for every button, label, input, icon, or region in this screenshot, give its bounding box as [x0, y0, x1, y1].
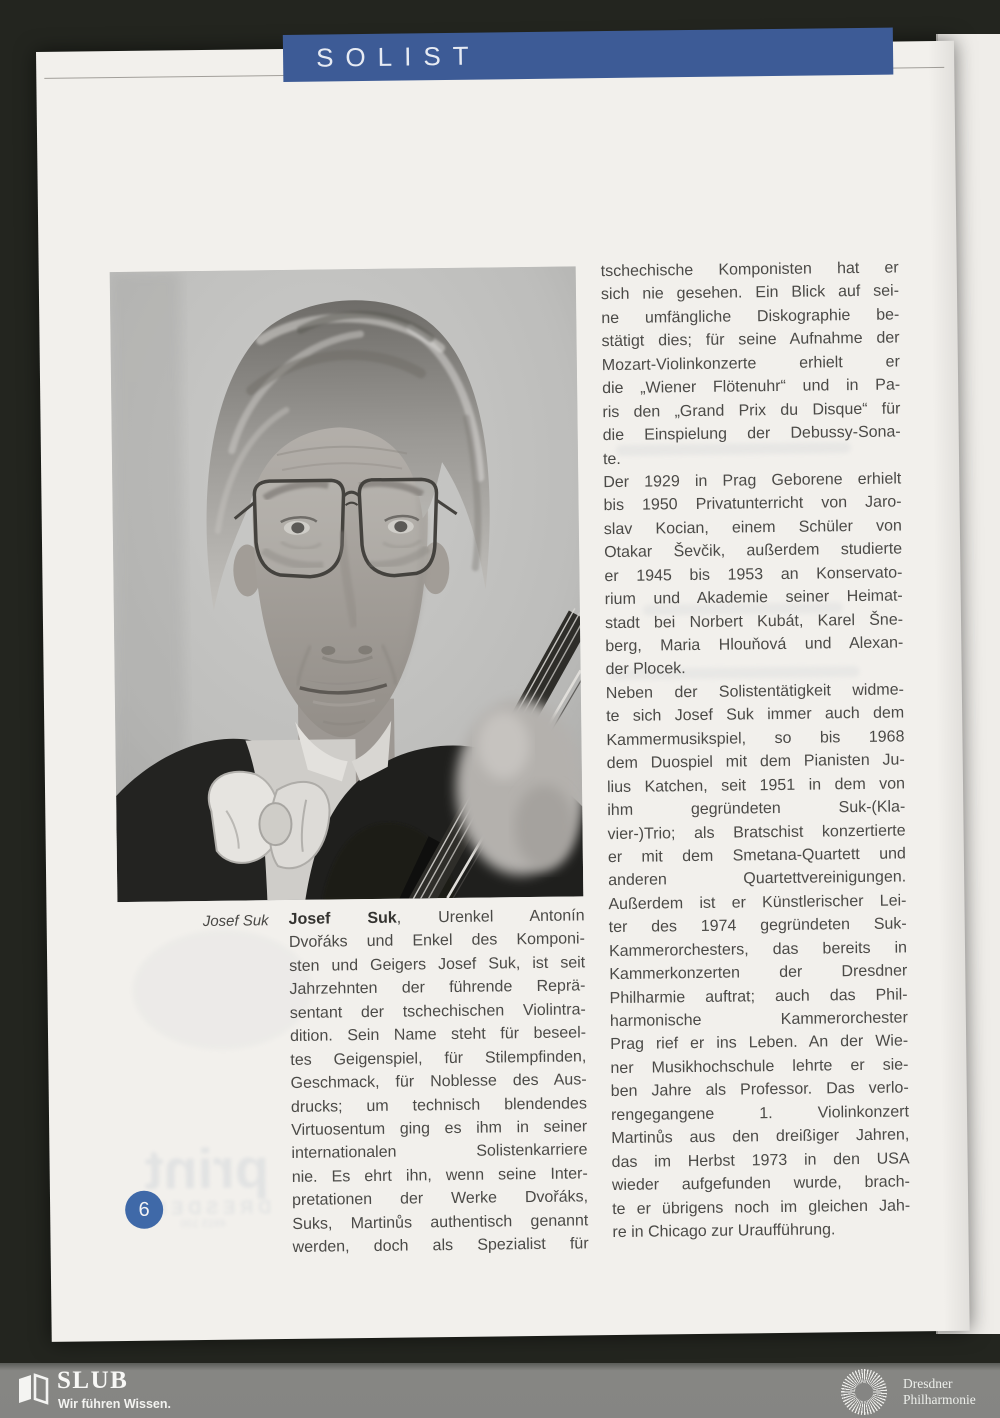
text-line: ben Jahre als Professor. Das verlo-: [610, 1079, 909, 1101]
page-title: SOLIST: [315, 40, 481, 73]
text-line: nie. Es ehrt ihn, wenn seine Inter-: [291, 1165, 588, 1186]
text-line: lius Katchen, seit 1951 in dem von: [606, 775, 906, 796]
bleed-through-smudge: [132, 929, 313, 1051]
text-line: sentant der tschechischen Violintra-: [289, 1001, 586, 1022]
text-line: pretationen der Werke Dvořáks,: [291, 1188, 589, 1210]
text-line: anderen Quartettvereinigungen.: [608, 868, 907, 890]
text-line: Außerdem ist er Künstlerischer Lei-: [608, 892, 907, 913]
text-line: Virtuosentum ging es ihm in seiner: [291, 1118, 588, 1139]
text-line: Kammerorchesters, das bereits in: [608, 939, 908, 960]
photo-caption: Josef Suk: [202, 912, 269, 931]
text-line: tes Geigenspiel, für Stilempfinden,: [290, 1047, 587, 1069]
text-line: Martinůs aus den dreißiger Jahren,: [611, 1126, 910, 1148]
bio-left-column: [288, 904, 588, 1259]
text-line: ris den „Grand Prix du Disque“ für: [602, 400, 901, 421]
text-line: wieder aufgefunden wurde, brach-: [611, 1173, 910, 1195]
text-line: berg, Maria Hlouňová und Alexan-: [605, 634, 904, 656]
text-line: Geschmack, für Noblesse des Aus-: [290, 1071, 587, 1093]
text-line: sich nie gesehen. Ein Blick auf sei-: [600, 282, 900, 304]
text-line: das im Herbst 1973 in den USA: [611, 1150, 910, 1171]
text-line: vier-)Trio; als Bratschist konzertierte: [607, 821, 906, 843]
slub-tagline: Wir führen Wissen.: [58, 1397, 171, 1411]
text-line: rengegangene 1. Violinkonzert: [610, 1103, 910, 1124]
open-book-icon: [16, 1372, 50, 1406]
philharmonie-logo-text: [903, 1376, 976, 1407]
text-line: der Plocek.: [605, 660, 686, 679]
text-line: stadt bei Norbert Kubát, Karel Šne-: [604, 611, 904, 632]
bio-right-column: [601, 256, 911, 1244]
text-line: slav Kocian, einem Schüler von: [603, 517, 902, 538]
philharmonie-name-line2: Philharmonie: [903, 1391, 976, 1407]
text-line: bis 1950 Privatunterricht von Jaro-: [603, 493, 902, 515]
text-line: drucks; um technisch blendendes: [290, 1094, 587, 1116]
header-bar: [283, 28, 894, 82]
text-line: te er übrigens noch im gleichen Jah-: [612, 1196, 911, 1218]
text-line: ihm gegründeten Suk-(Kla-: [607, 798, 906, 820]
text-line: ne umfängliche Diskographie be-: [601, 306, 900, 327]
text-line: internationalen Solistenkarriere: [291, 1141, 588, 1163]
text-line: ter des 1974 gegründeten Suk-: [608, 915, 907, 937]
page-number-badge: 6: [125, 1191, 163, 1229]
text-line: die Einspielung der Debussy-Sona-: [602, 423, 901, 445]
text-line: ner Musikhochschule lehrte er sie-: [610, 1056, 909, 1077]
text-line: Neben der Solistentätigkeit widme-: [605, 681, 904, 702]
portrait-of-josef-suk: [110, 266, 584, 902]
text-line: rium und Akademie seiner Heimat-: [604, 587, 903, 609]
viewer-footer: [0, 1363, 1000, 1418]
text-fragment: , Urenkel Antonín: [396, 907, 585, 927]
text-line: sten und Geigers Josef Suk, ist seit: [289, 954, 586, 975]
portrait-photo: [110, 266, 584, 902]
slub-logo-text: SLUB: [57, 1367, 129, 1394]
text-line: te sich Josef Suk immer auch dem: [606, 704, 905, 726]
text-line: werden, doch als Spezialist für: [292, 1235, 589, 1257]
text-line: stätigt dies; für seine Aufnahme der: [601, 329, 900, 351]
text-line: tschechische Komponisten hat er: [600, 259, 899, 281]
bleed-through-text: 4915 100: [180, 1217, 227, 1231]
text-line: Kammermusikspiel, so bis 1968: [606, 728, 905, 749]
bleed-through-text: print: [144, 1136, 270, 1201]
text-line: re in Chicago zur Uraufführung.: [612, 1221, 836, 1241]
text-line: Prag rief er ins Leben. An der Wie-: [610, 1032, 909, 1054]
scanned-page: [36, 41, 970, 1342]
text-line: er 1945 bis 1953 an Konservato-: [604, 564, 903, 585]
text-line: dition. Sein Name steht für beseel-: [289, 1024, 587, 1046]
text-line: Der 1929 in Prag Geborene erhielt: [603, 470, 902, 492]
text-line: Mozart-Violinkonzerte erhielt er: [601, 353, 900, 374]
text-line: Otakar Ševčik, außerdem studierte: [604, 540, 903, 562]
text-line: die „Wiener Flötenuhr“ und in Pa-: [602, 376, 901, 398]
philharmonie-starburst-icon: [841, 1369, 887, 1415]
text-line: Suks, Martinůs authentisch genannt: [292, 1212, 589, 1233]
text-line: Jahrzehnten der führende Reprä-: [289, 977, 586, 999]
bleed-through-text: DRESDEN: [148, 1197, 272, 1219]
person-name-bold: Josef Suk: [288, 909, 397, 928]
text-line: er mit dem Smetana-Quartett und: [607, 845, 906, 867]
text-line: te.: [602, 450, 621, 468]
text-line: Philharmie auftrat; auch das Phil-: [609, 985, 908, 1007]
text-line: Kammerkonzerten der Dresdner: [609, 962, 908, 984]
text-line: Dvořáks und Enkel des Komponi-: [288, 930, 585, 952]
text-line: harmonische Kammerorchester: [609, 1009, 908, 1031]
text-line: dem Duospiel mit dem Pianisten Ju-: [606, 751, 905, 773]
philharmonie-name-line1: Dresdner: [903, 1376, 953, 1391]
